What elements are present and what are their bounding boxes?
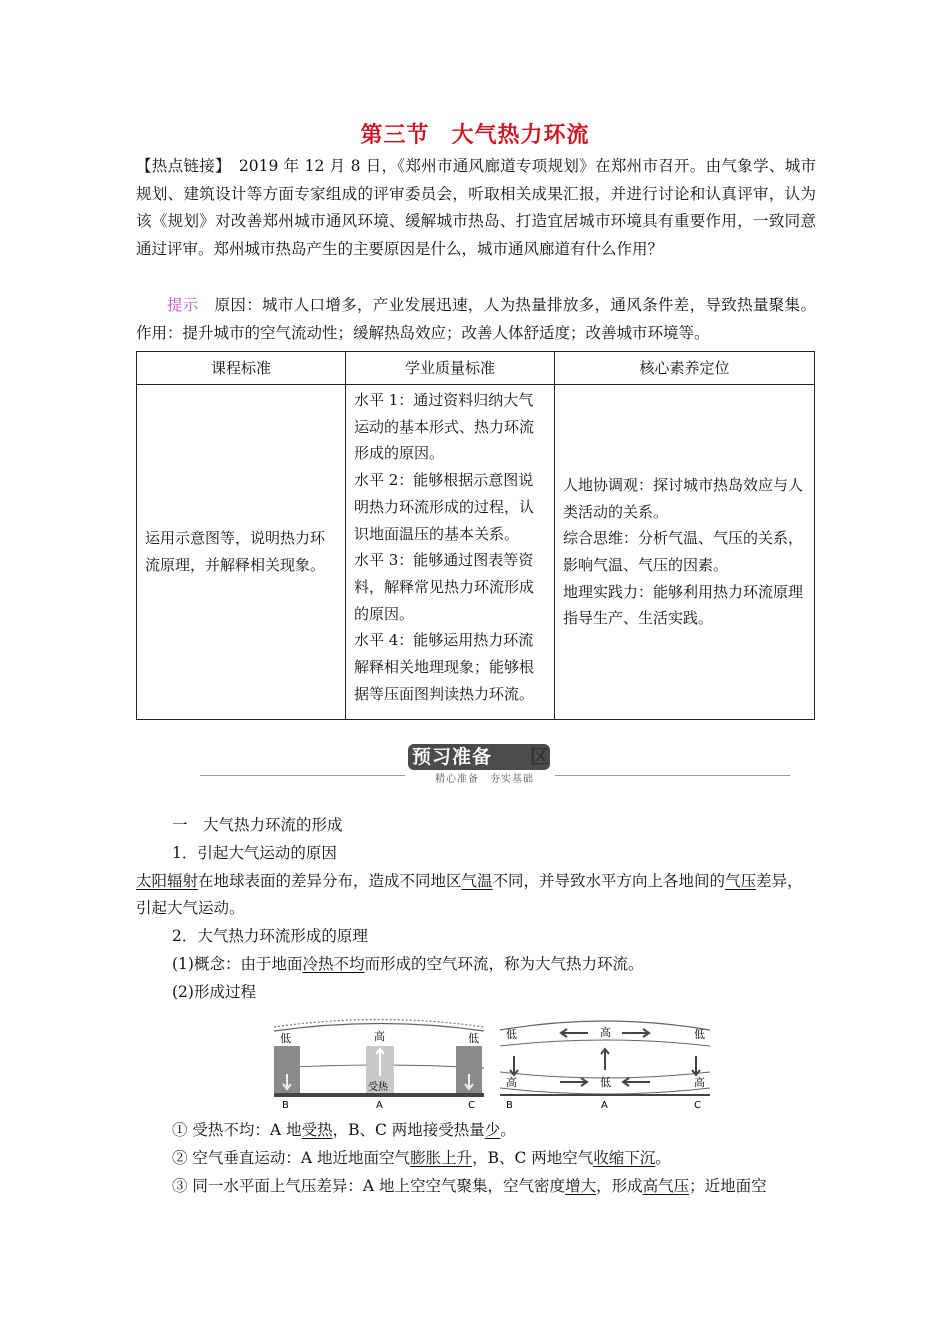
label-c: C (468, 1100, 475, 1110)
core-literacy-text: 人地协调观：探讨城市热岛效应与人类活动的关系。 综合思维：分析气温、气压的关系，影响气温、气压的因素。 地理实践力：能够利用热力环流原理指导生产、生活实践。 (563, 475, 804, 628)
process-item-2 (172, 1145, 817, 1172)
down-arrow-icon (510, 1056, 518, 1075)
answer-blank: 膨胀上升 (410, 1149, 473, 1167)
right-arrow-icon (560, 1078, 587, 1086)
core-literacy-cell (555, 385, 815, 720)
answer-blank: 少 (484, 1121, 501, 1139)
process-item-3 (172, 1173, 817, 1200)
section-heading: 一 大气热力环流的形成 (172, 816, 343, 834)
label-b: B (506, 1100, 513, 1110)
label-high: 高 (374, 1030, 385, 1043)
cause-text: 在地球表面的差异分布，造成不同地区 (198, 872, 462, 890)
right-arrow-icon (622, 1029, 649, 1037)
label-low: 低 (468, 1032, 479, 1045)
cause-text: 差异，引起大气运动。 (136, 872, 803, 917)
ground-line (500, 1094, 710, 1096)
label-high: 高 (506, 1076, 517, 1089)
item-text: ，形成 (596, 1177, 643, 1195)
isobar-upper-2 (500, 1040, 710, 1046)
process-item-1 (172, 1117, 817, 1144)
label-a: A (601, 1100, 608, 1110)
banner-divider-left (200, 775, 405, 776)
item-text: 。 (500, 1121, 516, 1139)
thermal-circulation-diagram (270, 1018, 720, 1110)
label-b: B (282, 1100, 289, 1110)
label-heated: 受热 (368, 1082, 388, 1093)
label-a: A (376, 1100, 383, 1110)
hint-text: 原因：城市人口增多，产业发展迅速，人为热量排放多，通风条件差，导致热量聚集。作用：提升城市的空气流动性；缓解热岛效应；改善人体舒适度；改善城市环境等。 (136, 296, 816, 342)
section-number: 第三节 (360, 122, 430, 148)
section-title: 大气热力环流 (451, 122, 590, 148)
label-low: 低 (506, 1028, 517, 1041)
table-header: 学业质量标准 (346, 352, 555, 385)
answer-blank: 气温 (461, 872, 493, 890)
banner-subtitle: 精心准备 夯实基础 (435, 774, 534, 785)
item-text: 。 (655, 1149, 671, 1167)
process-heading: (2)形成过程 (172, 983, 256, 1001)
up-arrow-icon (601, 1049, 609, 1070)
item-text: ；近地面空 (689, 1177, 767, 1195)
table-row (137, 385, 815, 720)
banner-suffix: 区 (530, 746, 550, 768)
item-text: ② 空气垂直运动：A 地近地面空气 (172, 1149, 411, 1167)
quality-standard-text: 水平 1：通过资料归纳大气运动的基本形式、热力环流形成的原因。 水平 2：能够根据示意图说明热力环流形成的过程，认识地面温压的基本关系。 水平 3：能够通过图表等资料，解释常见热力环流形成的原因。 水平 4：能够运用热力环流解释相关地理现象；能够根据等压面图判读热力环流。 (354, 391, 535, 703)
concept-text: 而形成的空气环流，称为大气热力环流。 (364, 955, 644, 973)
hot-link-text: 2019 年 12 月 8 日，《郑州市通风廊道专项规划》在郑州市召开。由气象学、城市规划、建筑设计等方面专家组成的评审委员会，听取相关成果汇报，并进行讨论和认真评审，认为该《规划》对改善郑州城市通风环境、缓解城市热岛、打造宜居城市环境具有重要作用，一致同意通过评审。郑州城市热岛产生的主要原因是什么，城市通风廊道有什么作用？ (136, 157, 816, 258)
banner-title: 预习准备 (412, 746, 493, 768)
answer-blank: 气压 (725, 872, 757, 890)
answer-blank: 受热 (301, 1121, 333, 1139)
table-header-row (137, 352, 815, 385)
label-c: C (694, 1100, 701, 1110)
left-arrow-icon (623, 1078, 650, 1086)
down-arrow-icon (692, 1056, 700, 1075)
cause-text: 不同，并导致水平方向上各地间的 (492, 872, 726, 890)
label-low: 低 (694, 1028, 705, 1041)
left-arrow-icon (561, 1029, 588, 1037)
item-text: ，B、C 两地接受热量 (332, 1121, 485, 1139)
answer-blank: 冷热不均 (302, 955, 365, 973)
cause-paragraph (136, 868, 816, 922)
subheading-2: 2．大气热力环流形成的原理 (172, 927, 368, 945)
course-standard-text: 运用示意图等，说明热力环流原理，并解释相关现象。 (145, 529, 326, 574)
concept-text: (1)概念：由于地面 (172, 955, 303, 973)
standards-table (136, 351, 815, 720)
item-text: ，B、C 两地空气 (472, 1149, 594, 1167)
preview-section-banner (200, 740, 790, 786)
item-text: ③ 同一水平面上气压差异：A 地上空空气聚集，空气密度 (172, 1177, 566, 1195)
concept-line (172, 951, 812, 978)
diagram-left-panel (274, 1020, 484, 1111)
answer-blank: 高气压 (642, 1177, 690, 1195)
label-low: 低 (280, 1032, 291, 1045)
label-high: 高 (600, 1026, 611, 1039)
quality-standard-cell (346, 385, 555, 720)
item-text: ① 受热不均：A 地 (172, 1121, 302, 1139)
ground-line (274, 1093, 484, 1097)
table-header: 课程标准 (137, 352, 346, 385)
table-header: 核心素养定位 (555, 352, 815, 385)
subheading-1: 1．引起大气运动的原因 (172, 844, 337, 862)
answer-blank: 太阳辐射 (136, 872, 199, 890)
answer-blank: 收缩下沉 (593, 1149, 656, 1167)
answer-blank: 增大 (565, 1177, 597, 1195)
diagram-right-panel (500, 1021, 710, 1110)
hot-link-label: 【热点链接】 (136, 157, 224, 175)
course-standard-cell (137, 385, 346, 720)
label-low: 低 (600, 1076, 611, 1089)
hot-link-paragraph (136, 153, 816, 263)
hint-paragraph (136, 292, 816, 347)
hint-label: 提示 (167, 296, 199, 314)
banner-divider-right (555, 775, 790, 776)
page-title (0, 118, 950, 149)
label-high: 高 (694, 1076, 705, 1089)
